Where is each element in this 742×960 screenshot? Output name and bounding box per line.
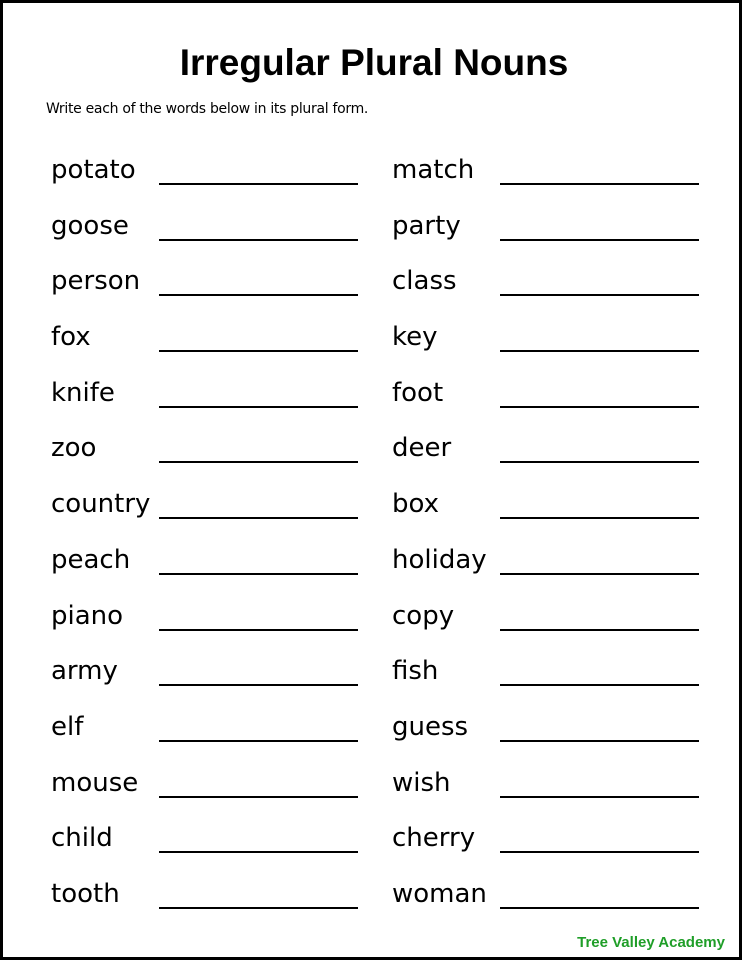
word-label: guess [392, 711, 469, 742]
answer-blank-line[interactable] [159, 461, 358, 463]
word-label: party [392, 210, 461, 241]
word-label: person [51, 266, 141, 297]
word-label: child [51, 823, 113, 854]
word-label: copy [392, 600, 455, 631]
word-label: key [392, 322, 438, 353]
answer-blank-line[interactable] [159, 517, 358, 519]
answer-blank-line[interactable] [500, 907, 699, 909]
word-label: piano [51, 600, 124, 631]
instructions: Write each of the words below in its plural form. [46, 101, 369, 117]
word-label: match [392, 155, 475, 185]
answer-blank-line[interactable] [159, 183, 358, 185]
word-label: country [51, 489, 151, 520]
answer-blank-line[interactable] [500, 851, 699, 853]
answer-blank-line[interactable] [500, 239, 699, 241]
answer-blank-line[interactable] [500, 573, 699, 575]
answer-blank-line[interactable] [159, 294, 358, 296]
answer-blank-line[interactable] [159, 573, 358, 575]
word-label: fox [51, 322, 91, 353]
answer-blank-line[interactable] [159, 851, 358, 853]
answer-blank-line[interactable] [159, 684, 358, 686]
word-label: elf [51, 711, 84, 742]
word-label: cherry [392, 823, 476, 854]
word-label: army [51, 656, 118, 687]
answer-blank-line[interactable] [159, 740, 358, 742]
answer-blank-line[interactable] [500, 517, 699, 519]
answer-blank-line[interactable] [159, 239, 358, 241]
word-label: wish [392, 767, 451, 798]
answer-blank-line[interactable] [159, 350, 358, 352]
answer-blank-line[interactable] [159, 406, 358, 408]
word-label: holiday [392, 544, 487, 575]
answer-blank-line[interactable] [159, 796, 358, 798]
answer-blank-line[interactable] [159, 907, 358, 909]
word-label: peach [51, 544, 131, 575]
word-label: woman [392, 878, 487, 909]
page-title: Irregular Plural Nouns [179, 42, 569, 83]
answer-blank-line[interactable] [500, 406, 699, 408]
word-label: knife [51, 377, 115, 408]
answer-blank-line[interactable] [500, 461, 699, 463]
word-label: goose [51, 210, 129, 241]
word-label: potato [51, 155, 136, 185]
answer-blank-line[interactable] [500, 740, 699, 742]
answer-blank-line[interactable] [500, 350, 699, 352]
word-label: box [392, 489, 439, 520]
answer-blank-line[interactable] [500, 294, 699, 296]
word-label: class [392, 266, 457, 297]
answer-blank-line[interactable] [500, 183, 699, 185]
word-label: foot [392, 377, 444, 408]
answer-blank-line[interactable] [159, 629, 358, 631]
word-label: mouse [51, 767, 139, 798]
footer-brand: Tree Valley Academy [577, 934, 725, 951]
word-label: fish [392, 656, 439, 687]
answer-blank-line[interactable] [500, 796, 699, 798]
word-label: zoo [51, 433, 97, 464]
answer-blank-line[interactable] [500, 629, 699, 631]
word-label: deer [392, 433, 452, 464]
answer-blank-line[interactable] [500, 684, 699, 686]
word-label: tooth [51, 878, 120, 909]
